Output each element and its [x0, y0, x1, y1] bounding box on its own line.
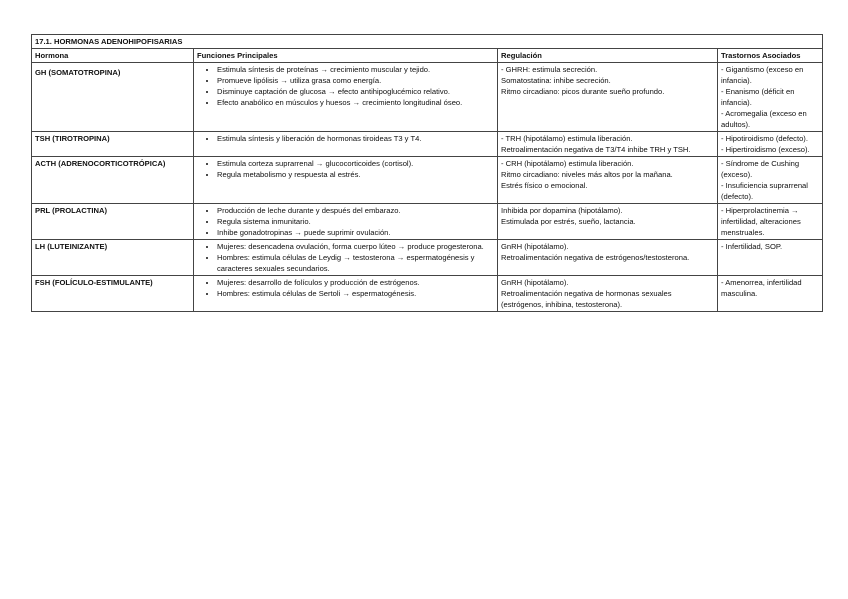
regulation-line: Retroalimentación negativa de estrógenos/testosterona.	[501, 253, 690, 262]
hormones-table	[31, 34, 823, 312]
regulation-line: Retroalimentación negativa de T3/T4 inhibe TRH y TSH.	[501, 145, 691, 154]
function-item: • Regula sistema inmunitario.	[217, 216, 494, 227]
hormone-name: GH (SOMATOTROPINA)	[32, 63, 194, 132]
regulation-line: - GHRH: estimula secreción.	[501, 65, 598, 74]
hormone-name: LH (LUTEINIZANTE)	[32, 240, 194, 276]
regulation-line: Retroalimentación negativa de hormonas sexuales (estrógenos, inhibina, testosterona).	[501, 289, 672, 309]
regulation-cell	[498, 63, 718, 132]
hormone-name: FSH (FOLÍCULO-ESTIMULANTE)	[32, 276, 194, 312]
regulation-cell	[498, 204, 718, 240]
regulation-line: - TRH (hipotálamo) estimula liberación.	[501, 134, 633, 143]
functions-cell	[194, 63, 498, 132]
disorders-cell	[718, 240, 823, 276]
functions-list	[197, 133, 494, 144]
regulation-line: Ritmo circadiano: picos durante sueño profundo.	[501, 87, 665, 96]
disorder-line: - Infertilidad, SOP.	[721, 242, 783, 251]
regulation-cell	[498, 157, 718, 204]
functions-list	[197, 241, 494, 274]
functions-cell	[194, 240, 498, 276]
hormone-name: PRL (PROLACTINA)	[32, 204, 194, 240]
functions-cell	[194, 132, 498, 157]
disorder-line: - Hiperprolactinemia → infertilidad, alteraciones menstruales.	[721, 206, 801, 237]
disorder-line: - Hipotiroidismo (defecto).	[721, 134, 808, 143]
function-item: • Promueve lipólisis → utiliza grasa como energía.	[217, 75, 494, 86]
function-item: • Mujeres: desarrollo de folículos y producción de estrógenos.	[217, 277, 494, 288]
regulation-line: GnRH (hipotálamo).	[501, 278, 569, 287]
functions-list	[197, 64, 494, 108]
hormone-name: ACTH (ADRENOCORTICOTRÓPICA)	[32, 157, 194, 204]
function-item: • Estimula síntesis y liberación de hormonas tiroideas T3 y T4.	[217, 133, 494, 144]
table-row	[32, 276, 823, 312]
table-title-row	[32, 35, 823, 49]
function-item: • Hombres: estimula células de Sertoli → espermatogénesis.	[217, 288, 494, 299]
disorder-line: - Insuficiencia suprarrenal (defecto).	[721, 181, 808, 201]
table-body	[32, 63, 823, 312]
disorder-line: - Acromegalia (exceso en adultos).	[721, 109, 807, 129]
functions-list	[197, 158, 494, 180]
header-regulacion: Regulación	[498, 49, 718, 63]
disorder-line: - Síndrome de Cushing (exceso).	[721, 159, 800, 179]
disorder-line: - Hipertiroidismo (exceso).	[721, 145, 810, 154]
disorders-cell	[718, 157, 823, 204]
table-row	[32, 132, 823, 157]
header-trastornos: Trastornos Asociados	[718, 49, 823, 63]
regulation-line: - CRH (hipotálamo) estimula liberación.	[501, 159, 634, 168]
disorders-cell	[718, 132, 823, 157]
hormone-name: TSH (TIROTROPINA)	[32, 132, 194, 157]
regulation-cell	[498, 132, 718, 157]
disorders-cell	[718, 204, 823, 240]
table-header-row	[32, 49, 823, 63]
table-row	[32, 157, 823, 204]
functions-list	[197, 205, 494, 238]
disorder-line: - Amenorrea, infertilidad masculina.	[721, 278, 802, 298]
functions-cell	[194, 157, 498, 204]
disorders-cell	[718, 276, 823, 312]
function-item: • Producción de leche durante y después del embarazo.	[217, 205, 494, 216]
function-item: • Estimula corteza suprarrenal → glucocorticoides (cortisol).	[217, 158, 494, 169]
regulation-line: Estimulada por estrés, sueño, lactancia.	[501, 217, 636, 226]
function-item: • Efecto anabólico en músculos y huesos → crecimiento longitudinal óseo.	[217, 97, 494, 108]
functions-list	[197, 277, 494, 299]
functions-cell	[194, 276, 498, 312]
functions-cell	[194, 204, 498, 240]
regulation-cell	[498, 240, 718, 276]
function-item: • Estimula síntesis de proteínas → crecimiento muscular y tejido.	[217, 64, 494, 75]
header-hormona: Hormona	[32, 49, 194, 63]
disorders-cell	[718, 63, 823, 132]
regulation-cell	[498, 276, 718, 312]
table-row	[32, 63, 823, 132]
table-title: 17.1. HORMONAS ADENOHIPOFISARIAS	[32, 35, 823, 49]
regulation-line: Ritmo circadiano: niveles más altos por la mañana.	[501, 170, 673, 179]
regulation-line: Estrés físico o emocional.	[501, 181, 588, 190]
function-item: • Disminuye captación de glucosa → efecto antihipoglucémico relativo.	[217, 86, 494, 97]
table-row	[32, 204, 823, 240]
regulation-line: GnRH (hipotálamo).	[501, 242, 569, 251]
function-item: • Mujeres: desencadena ovulación, forma cuerpo lúteo → produce progesterona.	[217, 241, 494, 252]
function-item: • Regula metabolismo y respuesta al estrés.	[217, 169, 494, 180]
disorder-line: - Enanismo (déficit en infancia).	[721, 87, 795, 107]
regulation-line: Inhibida por dopamina (hipotálamo).	[501, 206, 623, 215]
function-item: • Inhibe gonadotropinas → puede suprimir ovulación.	[217, 227, 494, 238]
disorder-line: - Gigantismo (exceso en infancia).	[721, 65, 804, 85]
table-row	[32, 240, 823, 276]
regulation-line: Somatostatina: inhibe secreción.	[501, 76, 611, 85]
header-funciones: Funciones Principales	[194, 49, 498, 63]
function-item: • Hombres: estimula células de Leydig → testosterona → espermatogénesis y caracteres sexuales secundarios.	[217, 252, 494, 274]
